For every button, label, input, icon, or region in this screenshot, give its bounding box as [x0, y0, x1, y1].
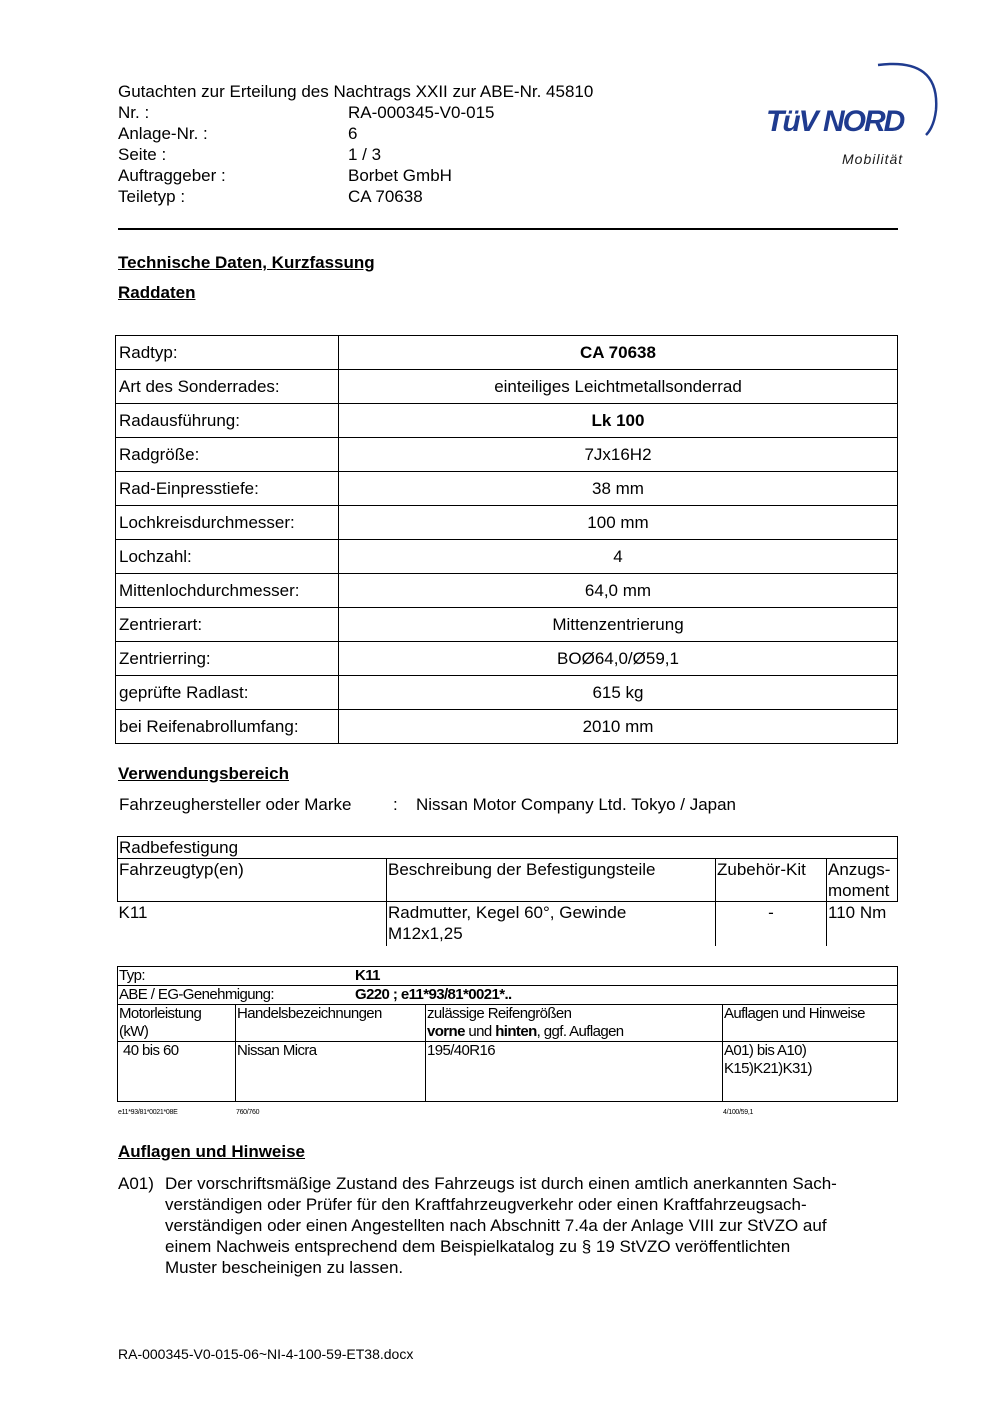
table-row [118, 1042, 898, 1102]
abe-value: G220 ; e11*93/81*0021*.. [355, 986, 512, 1003]
table-row [116, 336, 898, 370]
table-row [118, 837, 898, 859]
table-row [116, 540, 898, 574]
header-row-anlage [118, 123, 718, 144]
row-label: Radausführung: [116, 404, 339, 438]
header-cell: Auflagen und Hinweise [723, 1005, 898, 1042]
header-cell [426, 1005, 723, 1042]
desc-line: M12x1,25 [388, 924, 463, 943]
row-label: Radgröße: [116, 438, 339, 472]
befestigung-title: Radbefestigung [118, 837, 898, 859]
header-cell: Zubehör-Kit [716, 859, 827, 902]
section-heading-raddaten: Raddaten [118, 283, 196, 302]
typ-value: K11 [355, 967, 380, 984]
hinweis-line: Der vorschriftsmäßige Zustand des Fahrzeugs ist durch einen amtlich anerkannten Sach- [165, 1174, 837, 1193]
table-row [116, 404, 898, 438]
table-footnote-approval: e11*93/81*0021*08E [118, 1109, 178, 1116]
tuev-nord-logo [760, 55, 945, 175]
header-value: CA 70638 [348, 187, 423, 206]
header-row-auftraggeber [118, 165, 718, 186]
row-value: 64,0 mm [339, 574, 898, 608]
section-heading-auflagen: Auflagen und Hinweise [118, 1142, 306, 1161]
cell-typ: K11 [118, 903, 148, 922]
row-value: 38 mm [339, 472, 898, 506]
row-label: Art des Sonderrades: [116, 370, 339, 404]
hinweis-line: Muster bescheinigen zu lassen. [165, 1258, 404, 1277]
abe-row [118, 986, 898, 1005]
desc-line: Radmutter, Kegel 60°, Gewinde [388, 903, 627, 922]
table-row [116, 370, 898, 404]
typ-row [118, 967, 898, 986]
auflagen-line: A01) bis A10) [724, 1042, 807, 1059]
cell-handel: Nissan Micra [236, 1042, 426, 1102]
table-row [116, 642, 898, 676]
header-cell: Beschreibung der Befestigungsteile [387, 859, 716, 902]
verwendung-value: Nissan Motor Company Ltd. Tokyo / Japan [416, 795, 737, 814]
hinweis-line: einem Nachweis entsprechend dem Beispielkatalog zu § 19 StVZO veröffentlichten [165, 1237, 791, 1256]
table-row [118, 902, 898, 947]
row-value: 615 kg [339, 676, 898, 710]
row-value: CA 70638 [339, 336, 898, 370]
row-value: 4 [339, 540, 898, 574]
header-value: 1 / 3 [348, 145, 382, 164]
header-row-nr [118, 102, 718, 123]
row-label: geprüfte Radlast: [116, 676, 339, 710]
raddaten-table [115, 335, 898, 744]
hinweis-line: verständigen oder einen Angestellten nach Abschnitt 7.4a der Anlage VIII zur StVZO auf [165, 1216, 827, 1235]
table-row [118, 859, 898, 902]
header-divider [118, 228, 898, 230]
table-row [116, 574, 898, 608]
cell-moment: 110 Nm [827, 902, 898, 947]
hinweis-line: verständigen oder Prüfer für den Kraftfahrzeugverkehr oder einen Kraftfahrzeugsach- [165, 1195, 807, 1214]
verwendung-separator: : [393, 795, 398, 814]
header-line [427, 1023, 721, 1041]
table-row [118, 1005, 898, 1042]
cell-auflagen [723, 1042, 898, 1102]
row-label: Zentrierring: [116, 642, 339, 676]
row-label: Mittenlochdurchmesser: [116, 574, 339, 608]
und-text: und [464, 1023, 496, 1040]
table-row [116, 506, 898, 540]
row-value: 2010 mm [339, 710, 898, 744]
header-label: Teiletyp : [118, 187, 186, 206]
table-row [116, 710, 898, 744]
row-value: 7Jx16H2 [339, 438, 898, 472]
row-value: einteiliges Leichtmetallsonderrad [339, 370, 898, 404]
abe-label: ABE / EG-Genehmigung: [119, 986, 274, 1003]
row-value: BOØ64,0/Ø59,1 [339, 642, 898, 676]
table-footnote-load: 760/760 [236, 1109, 260, 1116]
row-label: Radtyp: [116, 336, 339, 370]
header-cell [118, 1005, 236, 1042]
table-row [116, 608, 898, 642]
section-heading-technische: Technische Daten, Kurzfassung [118, 253, 375, 272]
header-label: Nr. : [118, 103, 150, 122]
header-row-teiletyp [118, 186, 718, 207]
table-row [116, 438, 898, 472]
header-title: Gutachten zur Erteilung des Nachtrags XXII zur ABE-Nr. 45810 [118, 82, 594, 101]
cell-motor: 40 bis 60 [118, 1042, 236, 1102]
table-row [118, 967, 898, 986]
fahrzeugtyp-table [117, 966, 898, 1102]
header-value: Borbet GmbH [348, 166, 452, 185]
vorne-text: vorne [427, 1023, 465, 1040]
table-row [116, 676, 898, 710]
cell-reifen: 195/40R16 [426, 1042, 723, 1102]
section-heading-verwendung: Verwendungsbereich [118, 764, 289, 783]
header-line: moment [828, 881, 890, 900]
table-row [118, 986, 898, 1005]
row-value: 100 mm [339, 506, 898, 540]
header-value: 6 [348, 124, 358, 143]
header-row-seite [118, 144, 718, 165]
table-footnote-bolt: 4/100/59,1 [723, 1109, 754, 1116]
auflagen-line: K15)K21)K31) [724, 1060, 812, 1077]
header-cell: Handelsbezeichnungen [236, 1005, 426, 1042]
row-label: Rad-Einpresstiefe: [116, 472, 339, 506]
cell-kit: - [716, 902, 827, 947]
hinweis-text [165, 1173, 907, 1278]
auflagen-suffix: , ggf. Auflagen [536, 1023, 624, 1040]
header-line: zulässige Reifengrößen [427, 1005, 572, 1022]
row-label: bei Reifenabrollumfang: [116, 710, 339, 744]
row-value: Mittenzentrierung [339, 608, 898, 642]
row-value: Lk 100 [339, 404, 898, 438]
row-label: Lochkreisdurchmesser: [116, 506, 339, 540]
hinweis-label: A01) [118, 1174, 154, 1193]
row-label: Lochzahl: [116, 540, 339, 574]
header-cell [827, 859, 898, 902]
footer-filename: RA-000345-V0-015-06~NI-4-100-59-ET38.docx [118, 1346, 414, 1362]
table-row [116, 472, 898, 506]
logo-brand: TüV NORD [766, 105, 904, 138]
header-cell: Fahrzeugtyp(en) [118, 859, 387, 902]
logo-subtitle: Mobilität [842, 151, 904, 167]
header-label: Auftraggeber : [118, 166, 226, 185]
header-label: Seite : [118, 145, 167, 164]
typ-label: Typ: [119, 967, 145, 984]
header-line: Anzugs- [828, 860, 891, 879]
cell-desc [387, 902, 716, 947]
hinten-text: hinten [495, 1023, 537, 1040]
header-label: Anlage-Nr. : [118, 124, 208, 143]
verwendung-label: Fahrzeughersteller oder Marke [119, 795, 352, 814]
header-line: (kW) [119, 1023, 149, 1040]
row-label: Zentrierart: [116, 608, 339, 642]
header-line: Motorleistung [119, 1005, 202, 1022]
header-value: RA-000345-V0-015 [348, 103, 495, 122]
radbefestigung-table [117, 836, 898, 946]
